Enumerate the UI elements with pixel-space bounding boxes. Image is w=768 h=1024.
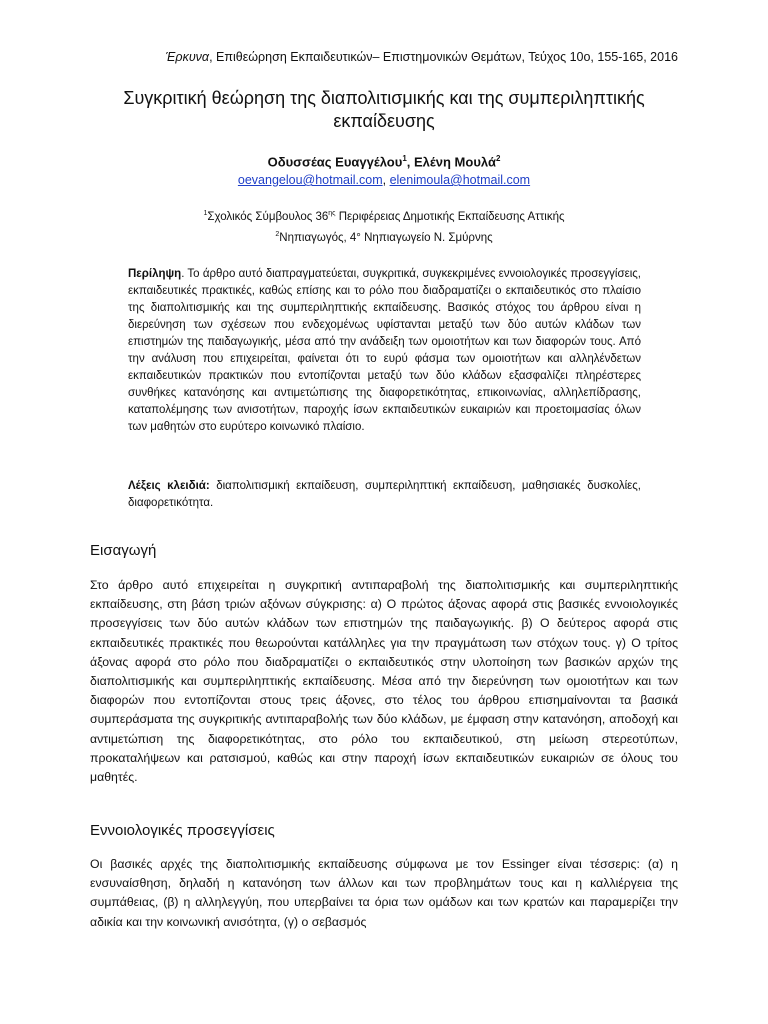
email-separator: , xyxy=(382,173,390,187)
journal-name: Έρκυνα xyxy=(165,50,210,64)
email-link-2[interactable]: elenimoula@hotmail.com xyxy=(389,173,531,187)
author-separator: , xyxy=(406,154,414,170)
keywords-text: διαπολιτισμική εκπαίδευση, συμπεριληπτική εκπαίδευση, μαθησιακές δυσκολίες, διαφορετικότητα. xyxy=(128,480,641,509)
author-list xyxy=(90,154,678,169)
affiliation-2-text: Νηπιαγωγός, 4° Νηπιαγωγείο Ν. Σμύρνης xyxy=(279,231,493,244)
author-1-sup: 1 xyxy=(402,154,407,163)
affiliation-1-ordinal: ης xyxy=(328,210,336,217)
abstract-label: Περίληψη xyxy=(128,268,182,280)
title-line-1: Συγκριτική θεώρηση της διαπολιτισμικής και της συμπεριληπτικής xyxy=(123,88,645,108)
section-text-introduction: Στο άρθρο αυτό επιχειρείται η συγκριτική αντιπαραβολή της διαπολιτισμικής και συμπεριληπτικής εκπαίδευσης, στη βάση τριών αξόνων σύγκρισης: α) Ο πρώτος άξονας αφορά στις βασικές εννοιολογικές προσεγγίσεις των δύο αυτών κλάδων των επιστημών της παιδαγωγικής. β) Ο δεύτερος αφορά στις εκπαιδευτικές πρακτικές που θεωρούνται κατάλληλες για την πραγμάτωση των στόχων τους. γ) Ο τρίτος άξονας αφορά στο ρόλο που διαδραματίζει ο εκπαιδευτικός στην υλοποίηση των βασικών αρχών της διαπολιτισμικής και συμπεριληπτικής εκπαίδευσης. Μέσα από την διερεύνηση των ομοιοτήτων και των διαφορών που εντοπίζονται στους τρεις άξονες, στο τέλος του άρθρου επισημαίνονται τα βασικά συμπεράσματα της συγκριτικής αντιπαραβολής των δύο κλάδων, με έμφαση στην κατανόηση, αποδοχή και αντιμετώπιση της διαφορετικότητας, στο ρόλο του εκπαιδευτικού, στη μείωση στερεοτύπων, προκαταλήψεων και ρατσισμού, καθώς και στην παροχή ίσων εκπαιδευτικών ευκαιριών σε όλους του μαθητές. xyxy=(90,578,678,785)
section-heading-concepts: Εννοιολογικές προσεγγίσεις xyxy=(90,822,275,839)
keywords xyxy=(128,478,641,512)
author-2-name: Ελένη Μουλά xyxy=(414,154,496,170)
author-2-sup: 2 xyxy=(495,154,501,163)
abstract-text: . Το άρθρο αυτό διαπραγματεύεται, συγκριτικά, συγκεκριμένες εννοιολογικές προσεγγίσεις, εκπαιδευτικές πρακτικές, καθώς επίσης και το ρόλο που διαδραματίζει ο εκπαιδευτικός στο πλαίσιο της διαπολιτισμικής και της συμπεριληπτικής εκπαίδευσης. Βασικός στόχος του άρθρου είναι η διερεύνηση των σχέσεων που ενδεχομένως υφίστανται μεταξύ των δύο αυτών κλάδων των επιστημών της παιδαγωγικής, μέσα από την ανάδειξη των ομοιοτήτων και των διαφορών τους. Από την ανάλυση που επιχειρείται, φαίνεται ότι το ευρύ φάσμα των ομοιοτήτων και αλληλένδετων εκπαιδευτικών πρακτικών που εντοπίζονται μεταξύ των δύο κλάδων εξασφαλίζει πληρέστερες συνθήκες κατανόησης και αντιμετώπισης της διαφορετικότητας, επικοινωνίας, αλληλεπίδρασης, καταπολέμησης των ανισοτήτων, παροχής ίσων εκπαιδευτικών ευκαιριών και προετοιμασίας όλων των μαθητών στο ευρύτερο κοινωνικό πλαίσιο. xyxy=(128,268,641,433)
running-header xyxy=(90,50,678,64)
affiliation-1-text-post: Περιφέρειας Δημοτικής Εκπαίδευσης Αττικής xyxy=(335,210,565,223)
affiliation-2-sup: 2 xyxy=(275,230,280,238)
keywords-label: Λέξεις κλειδιά: xyxy=(128,480,210,492)
title-line-2: εκπαίδευσης xyxy=(333,111,435,131)
email-link-1[interactable]: oevangelou@hotmail.com xyxy=(237,173,383,187)
affiliation-1-sup: 1 xyxy=(203,210,208,217)
section-text-concepts: Οι βασικές αρχές της διαπολιτισμικής εκπαίδευσης σύμφωνα με τον Essinger είναι τέσσερις: (α) η ενσυναίσθηση, δηλαδή η κατανόηση των άλλων και των προβλημάτων τους και η καλλιέργεια της συμπάθειας, (β) η αλληλεγγύη, που υπερβαίνει τα όρια των ομάδων και των κρατών και παραμερίζει την αδικία και την κοινωνική ανισότητα, (γ) ο σεβασμός xyxy=(90,857,678,929)
journal-details: , Επιθεώρηση Εκπαιδευτικών– Επιστημονικών Θεμάτων, Τεύχος 10ο, 155-165, 2016 xyxy=(209,50,678,64)
abstract xyxy=(128,266,641,436)
paper-title xyxy=(90,87,678,133)
section-heading-introduction: Εισαγωγή xyxy=(90,542,157,559)
affiliation-1 xyxy=(90,205,678,226)
author-1-name: Οδυσσέας Ευαγγέλου xyxy=(267,154,403,170)
affiliation-1-text-pre: Σχολικός Σύμβουλος 36 xyxy=(207,210,329,223)
affiliation-2 xyxy=(90,226,678,247)
affiliations xyxy=(90,205,678,247)
email-list xyxy=(90,173,678,187)
